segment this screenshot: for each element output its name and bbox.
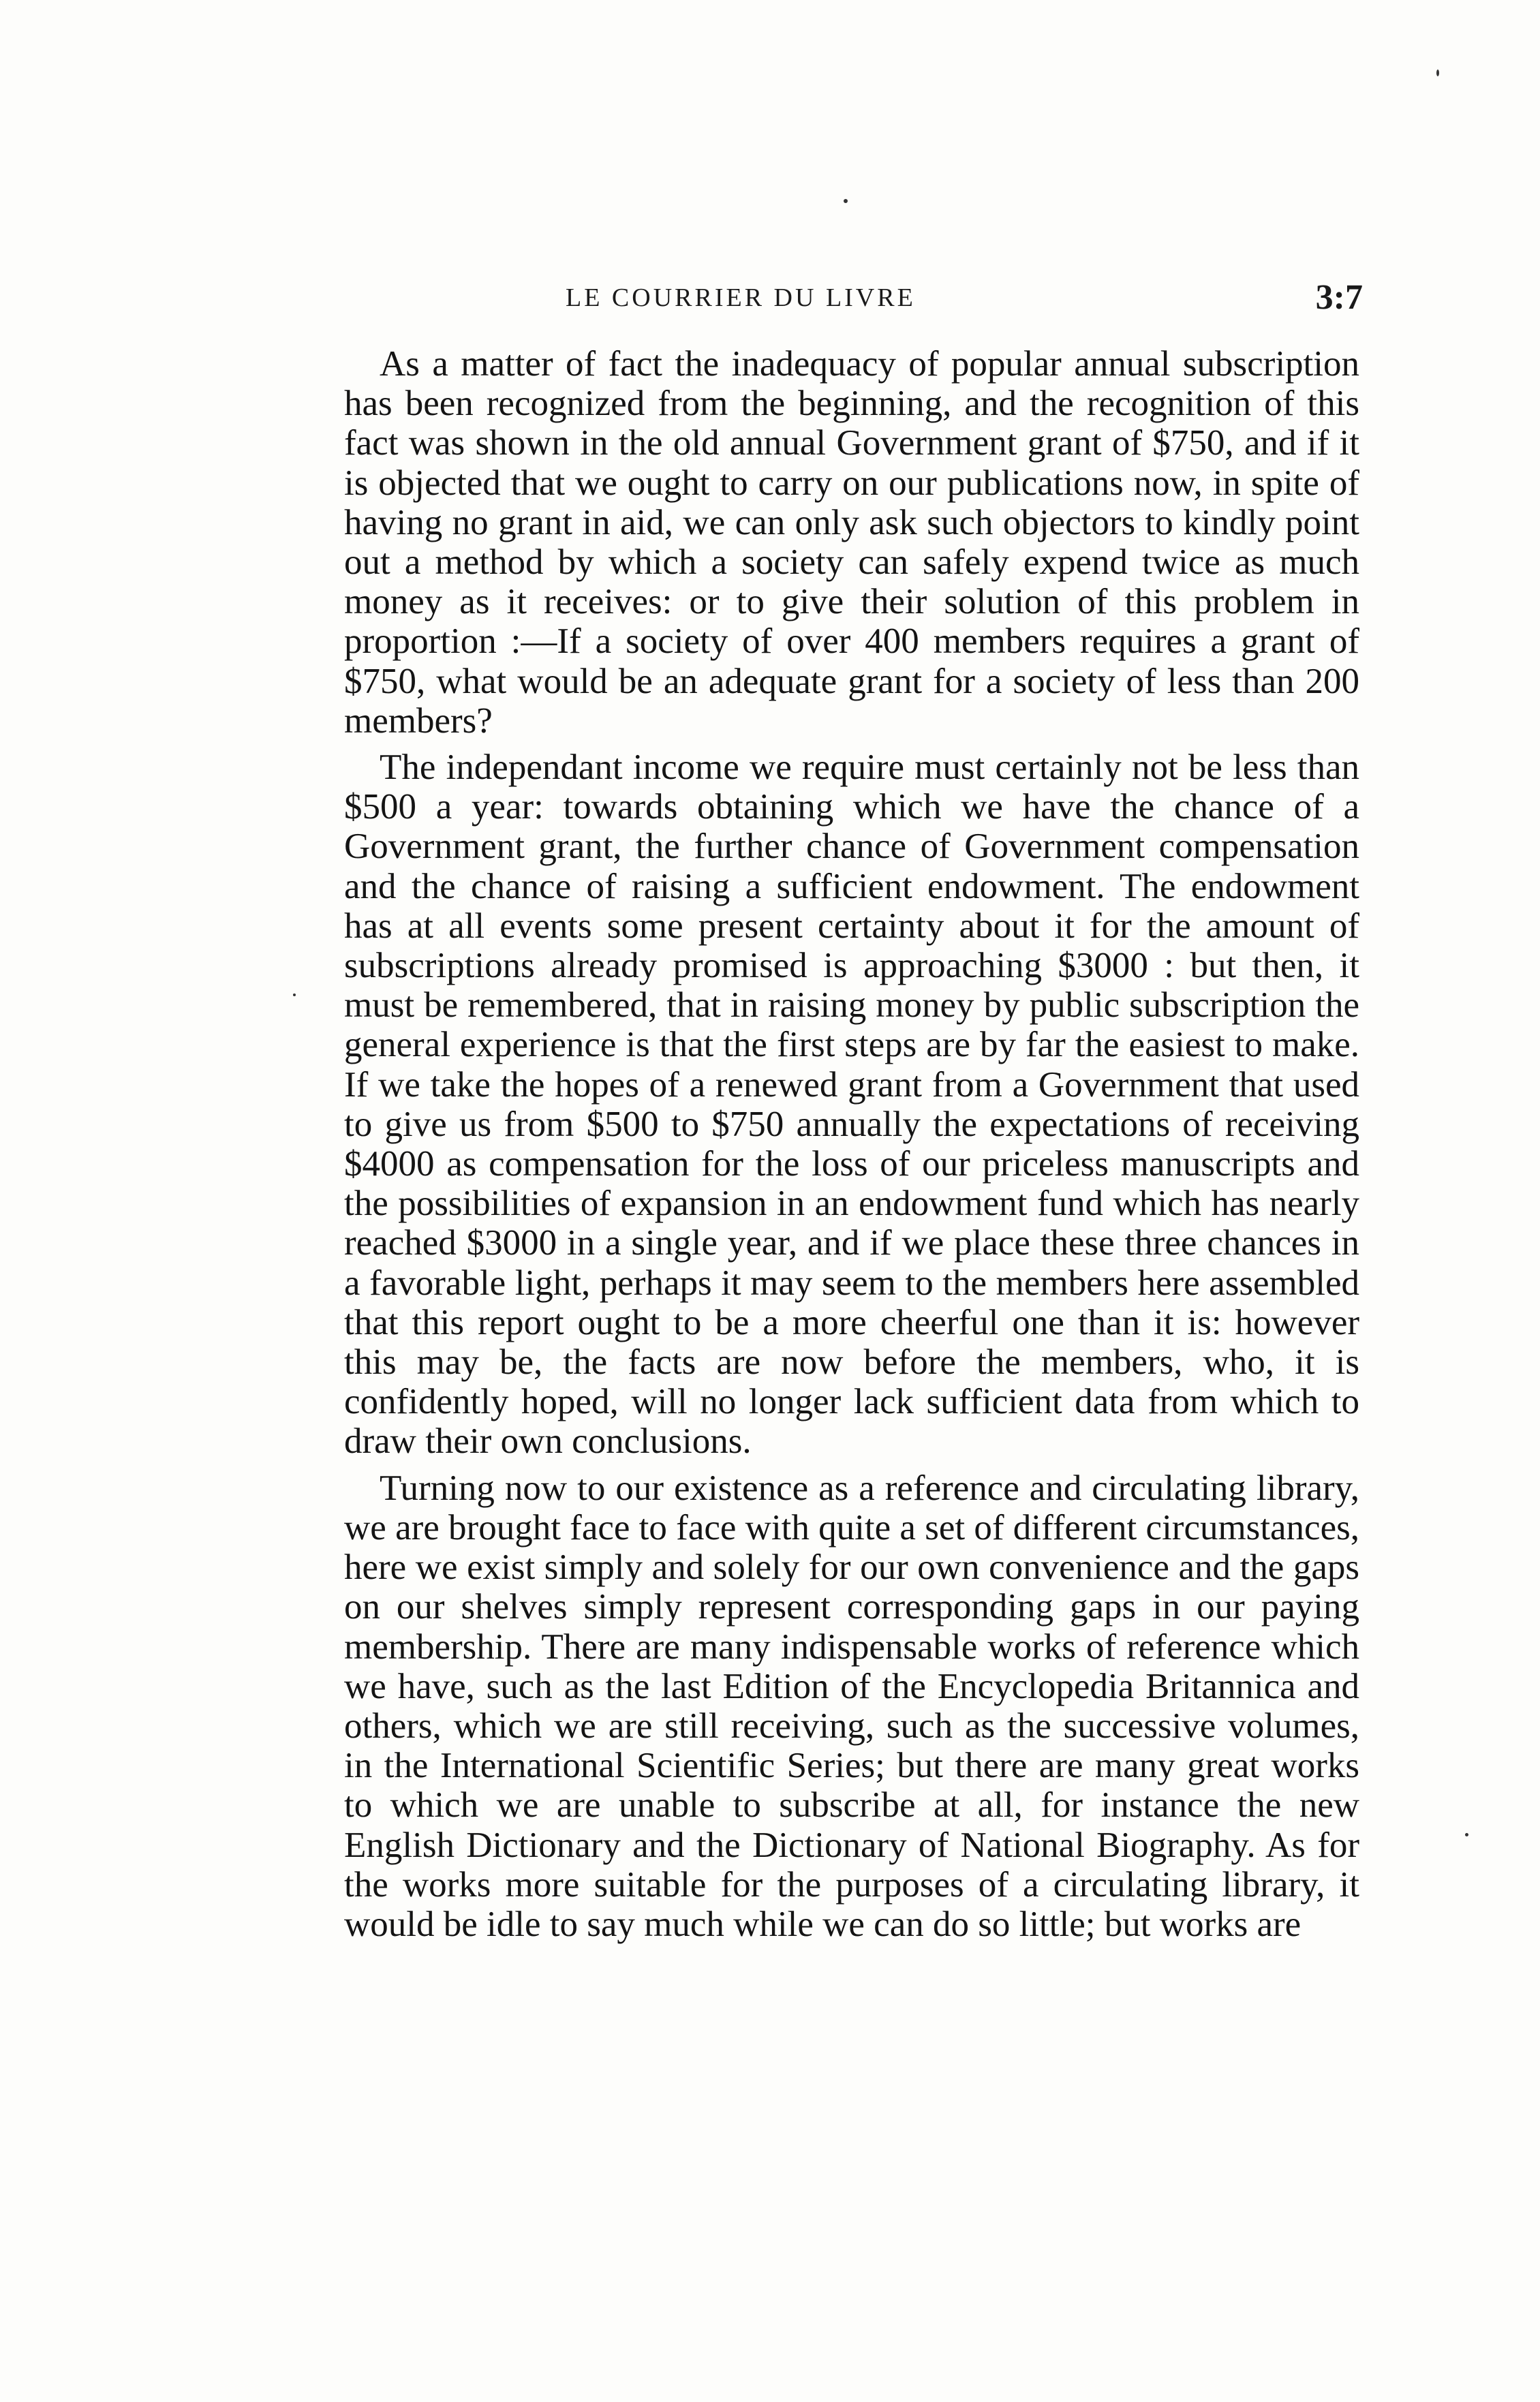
paragraph-circulating-library: Turning now to our existence as a reference and circulating library, we are brought face to face with quite a set of different circumstances, here we exist simply and solely for our own convenience and the gaps on our shelves simply represent corresponding gaps in our paying membership. There are many indispensable works of reference which we have, such as the last Edition of the Encyclopedia Britannica and others, which we are still receiving, such as the successive volumes, in the International Scientific Series; but there are many great works to which we are unable to subscribe at all, for instance the new English Dictionary and the Dictionary of National Biography. As for the works more suitable for the purposes of a circulating library, it would be idle to say much while we can do so little; but works are [344, 1468, 1359, 1944]
print-speck [1436, 70, 1439, 76]
running-title: LE COURRIER DU LIVRE [566, 283, 916, 312]
body-text [344, 344, 1359, 1951]
print-speck [844, 199, 848, 203]
paragraph-grant-proportion: As a matter of fact the inadequacy of popular annual subscription has been recognized from the beginning, and the recognition of this fact was shown in the old annual Government grant of $750, and if it is objected that we ought to carry on our publications now, in spite of having no grant in aid, we can only ask such objectors to kindly point out a method by which a society can safely expend twice as much money as it receives: or to give their solution of this problem in proportion :—If a society of over 400 members requires a grant of $750, what would be an adequate grant for a society of less than 200 members? [344, 344, 1359, 741]
page-number: 3:7 [1315, 278, 1363, 317]
print-speck [1465, 1833, 1468, 1836]
paragraph-independent-income: The independant income we require must certainly not be less than $500 a year: towards obtaining which we have the chance of a Government grant, the further chance of Government compensation and the chance of raising a sufficient endowment. The endowment has at all events some present certainty about it for the amount of subscriptions already promised is approaching $3000 : but then, it must be remembered, that in raising money by public subscription the general experience is that the first steps are by far the easiest to make. If we take the hopes of a renewed grant from a Government that used to give us from $500 to $750 annually the expectations of receiving $4000 as compensation for the loss of our priceless manuscripts and the possibilities of expansion in an endowment fund which has nearly reached $3000 in a single year, and if we place these three chances in a favorable light, perhaps it may seem to the members here assembled that this report ought to be a more cheerful one than it is: however this may be, the facts are now before the members, who, it is confidently hoped, will no longer lack sufficient data from which to draw their own conclusions. [344, 748, 1359, 1462]
print-speck [293, 994, 296, 996]
running-header [341, 278, 1363, 330]
